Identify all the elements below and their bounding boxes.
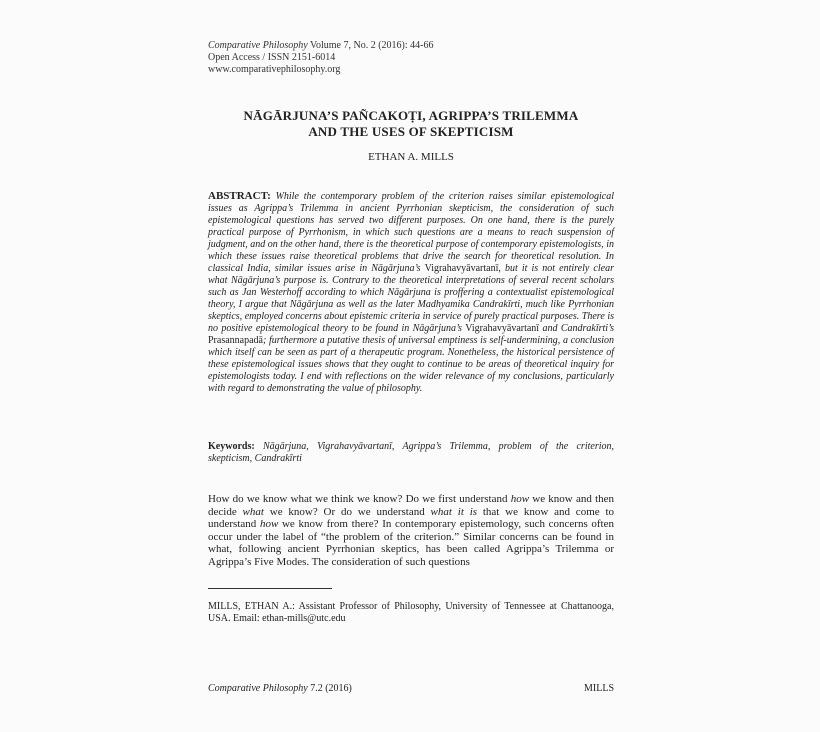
footer-journal-name: Comparative Philosophy [208,683,308,694]
footer-issue: 7.2 (2016) [307,683,352,694]
body-emphasis-3: what it is [430,505,478,518]
page-footer-journal [208,683,352,694]
keywords-label: Keywords: [208,441,255,452]
journal-website: www.comparativephilosophy.org [208,64,341,75]
author-footnote: MILLS, ETHAN A.: Assistant Professor of Philosophy, University of Tennessee at Chattanooga, USA. Email: ethan-mills@utc.edu [208,601,614,624]
abstract-text-4: ; furthermore a putative thesis of universal emptiness is self-undermining, a conclusion which itself can be seen as part of a therapeutic program. Nonetheless, the historical persistence of these epistemological issues shows that they ought to continue to be areas of theoretical inquiry for epistemologists today. I end with reflections on the wider relevance of my conclusions, particularly with regard to demonstrating the value of philosophy. [208,335,614,394]
footnote-divider [208,588,332,589]
abstract-work-2: Vigrahavyāvartanī [465,323,540,334]
paper-title-line-2: AND THE USES OF SKEPTICISM [308,124,514,139]
body-text-5: we know from there? In contemporary epistemology, such concerns often occur under the label of “the problem of the criterion.” Similar concerns can be found in what, following ancient Pyrrhonian skeptics, has been called Agrippa’s Trilemma or Agrippa’s Five Modes. The consideration of such questions [208,518,615,568]
paper-title [208,108,614,140]
keywords [208,441,614,465]
paper-author: ETHAN A. MILLS [368,151,454,163]
abstract-work-3: Prasannapadā [208,335,263,346]
abstract-text-1: While the contemporary problem of the criterion raises similar epistemological issues as Agrippa’s Trilemma in ancient Pyrrhonian skepticism, the consideration of such epistemological questions has served two different purposes. On one hand, there is the purely practical purpose of Pyrrhonism, in which such questions are a means to reach suspension of judgment, and on the other hand, there is the theoretical purpose of contemporary epistemologists, in which these issues raise theoretical problems that drive the search for theoretical resolution. In classical India, similar issues arise in Nāgārjuna’s [208,191,614,274]
keywords-text: Nāgārjuna, Vigrahavyāvartanī, Agrippa’s Trilemma, problem of the criterion, skepticism, Candrakīrti [208,441,614,464]
body-emphasis-1: how [510,493,530,505]
page-footer-author: MILLS [584,683,614,694]
body-text-2: we know and then decide [208,493,615,518]
journal-volume: Volume 7, No. 2 (2016): 44-66 [307,40,434,51]
abstract-text-3: and Candrakīrti’s [539,323,614,334]
body-emphasis-4: how [259,518,279,530]
abstract [208,190,614,395]
abstract-work-1: Vigrahavyāvartanī [424,263,499,274]
paper-title-line-1: NĀGĀRJUNA’S PAÑCAKOṬI, AGRIPPA’S TRILEMMA [243,108,579,123]
journal-issn: Open Access / ISSN 2151-6014 [208,52,336,63]
body-emphasis-2: what [242,505,264,518]
abstract-text-2: , but it is not entirely clear what Nāgārjuna’s purpose is. Contrary to the theoretical interpretations of several recent scholars such as Jan Westerhoff according to which Nāgārjuna is proffering a contextualist epistemological theory, I argue that Nāgārjuna as well as the later Madhyamika Candrakīrti, much like Pyrrhonian skeptics, employed concerns about epistemic criteria in service of purely practical purposes. There is no positive epistemological theory to be found in Nāgārjuna’s [208,263,614,334]
journal-name: Comparative Philosophy [208,40,308,51]
body-text-4: that we know and come to understand [208,505,615,530]
body-text-1: How do we know what we think we know? Do we first understand [208,493,511,505]
abstract-label: ABSTRACT: [208,190,271,202]
body-text-3: we know? Or do we understand [263,505,431,518]
journal-citation [208,40,433,52]
journal-header [208,40,433,76]
body-paragraph [208,493,614,568]
